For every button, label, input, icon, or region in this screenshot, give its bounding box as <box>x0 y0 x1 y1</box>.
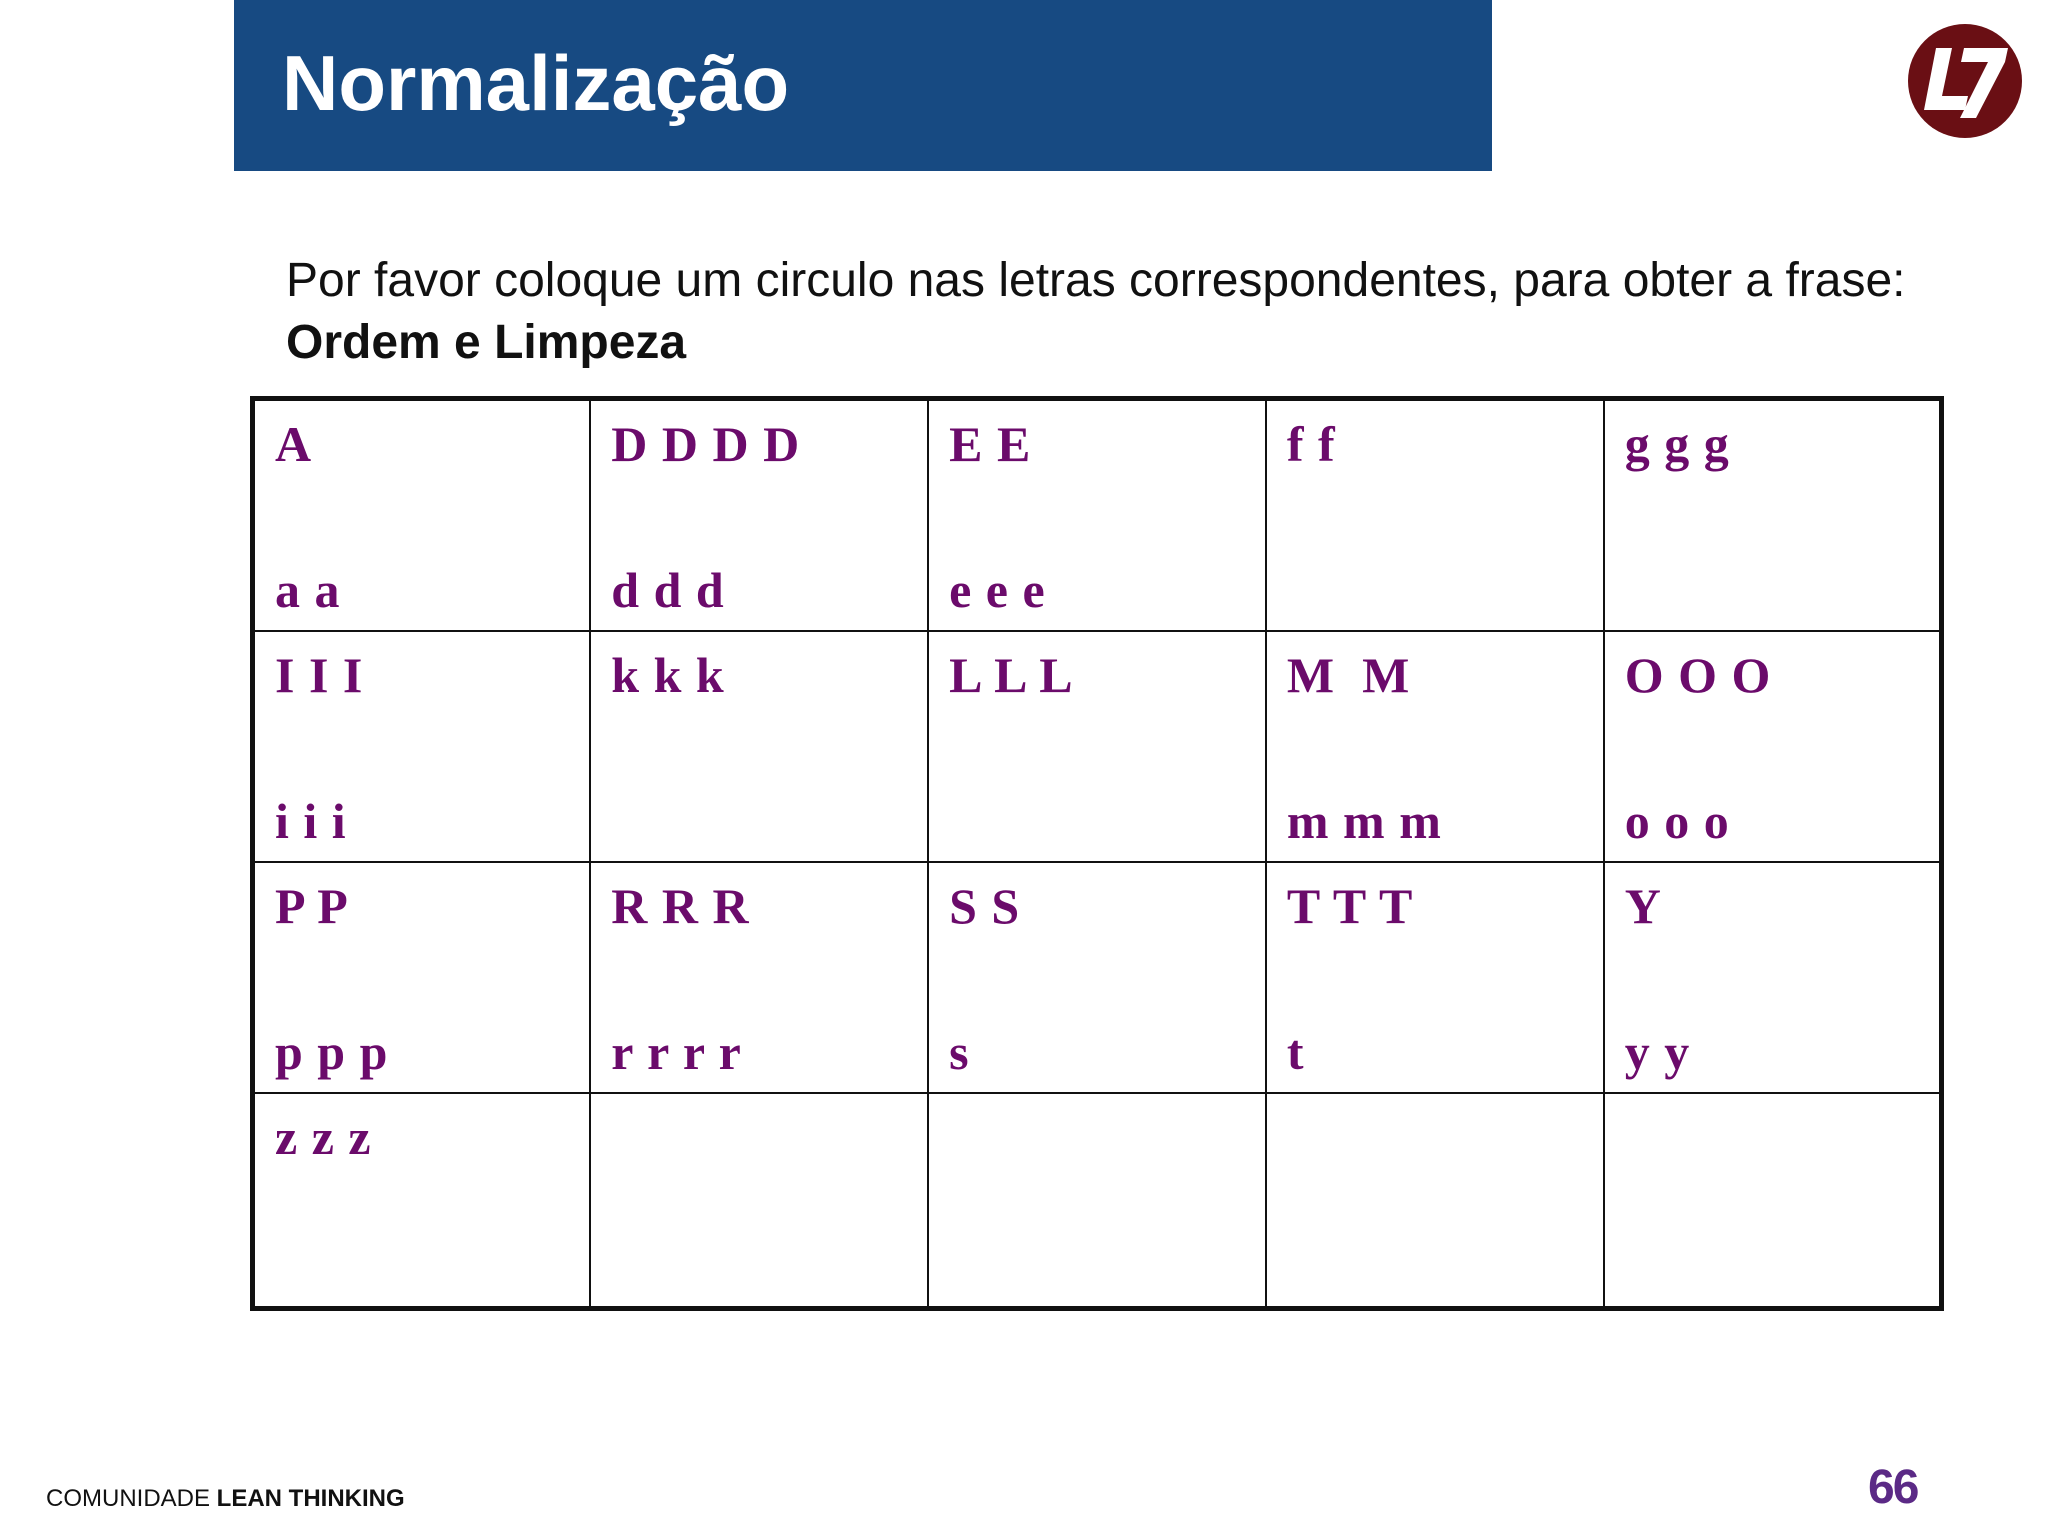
lowercase-letters: t <box>1286 1024 1305 1080</box>
uppercase-letters: D D D D <box>611 416 801 472</box>
grid-row <box>253 631 1942 862</box>
lowercase-letters: m m m <box>1286 793 1442 849</box>
grid-cell[interactable] <box>590 1093 928 1309</box>
grid-cell[interactable] <box>253 631 591 862</box>
letter-grid <box>250 396 1944 1311</box>
title-bar <box>234 0 1492 171</box>
footer-brand <box>46 1485 405 1513</box>
uppercase-letters: M M <box>1286 647 1411 703</box>
footer-bold: LEAN THINKING <box>216 1485 405 1512</box>
grid-cell[interactable] <box>1266 631 1604 862</box>
grid-cell[interactable] <box>928 1093 1266 1309</box>
uppercase-letters: Y <box>1624 878 1662 934</box>
uppercase-letters: T T T <box>1286 878 1414 934</box>
grid-cell[interactable] <box>1604 1093 1942 1309</box>
slide-title: Normalização <box>282 39 790 127</box>
grid-cell[interactable] <box>253 1093 591 1309</box>
grid-cell[interactable] <box>1266 862 1604 1093</box>
uppercase-letters: P P <box>275 878 349 934</box>
lowercase-letters: e e e <box>949 562 1046 618</box>
instruction-text <box>286 250 1966 374</box>
uppercase-letters: L L L <box>949 647 1074 703</box>
grid-cell[interactable] <box>1604 862 1942 1093</box>
lowercase-letters: r r r r <box>611 1024 742 1080</box>
page-number: 66 <box>1868 1461 1918 1514</box>
L7-logo-icon <box>1906 22 2024 140</box>
grid-cell[interactable] <box>928 862 1266 1093</box>
grid-cell[interactable] <box>1266 1093 1604 1309</box>
grid-cell[interactable] <box>928 631 1266 862</box>
grid-cell[interactable] <box>590 399 928 632</box>
grid-cell[interactable] <box>253 399 591 632</box>
uppercase-letters: E E <box>949 416 1032 472</box>
grid-cell[interactable] <box>1604 399 1942 632</box>
uppercase-letters: z z z <box>275 1109 372 1165</box>
lowercase-letters: a a <box>275 562 341 618</box>
uppercase-letters: I I I <box>275 647 364 703</box>
footer-prefix: COMUNIDADE <box>46 1485 217 1512</box>
grid-cell[interactable] <box>590 631 928 862</box>
instruction-phrase: Ordem e Limpeza <box>286 316 687 369</box>
lowercase-letters: o o o <box>1624 793 1730 849</box>
grid-row <box>253 399 1942 632</box>
lowercase-letters: i i i <box>275 793 347 849</box>
lowercase-letters: y y <box>1624 1024 1691 1080</box>
lowercase-letters: d d d <box>611 562 725 618</box>
uppercase-letters: R R R <box>611 878 750 934</box>
grid-row <box>253 862 1942 1093</box>
uppercase-letters: S S <box>949 878 1021 934</box>
uppercase-letters: g g g <box>1624 416 1730 472</box>
lowercase-letters: s <box>949 1024 970 1080</box>
grid-row <box>253 1093 1942 1309</box>
instruction-body: Por favor coloque um circulo nas letras correspondentes, para obter a frase: <box>286 254 1906 307</box>
uppercase-letters: O O O <box>1624 647 1772 703</box>
grid-cell[interactable] <box>1604 631 1942 862</box>
grid-cell[interactable] <box>1266 399 1604 632</box>
grid-cell[interactable] <box>590 862 928 1093</box>
grid-cell[interactable] <box>253 862 591 1093</box>
uppercase-letters: k k k <box>611 647 725 703</box>
uppercase-letters: A <box>275 416 313 472</box>
uppercase-letters: f f <box>1286 416 1336 472</box>
lowercase-letters: p p p <box>275 1024 389 1080</box>
grid-cell[interactable] <box>928 399 1266 632</box>
